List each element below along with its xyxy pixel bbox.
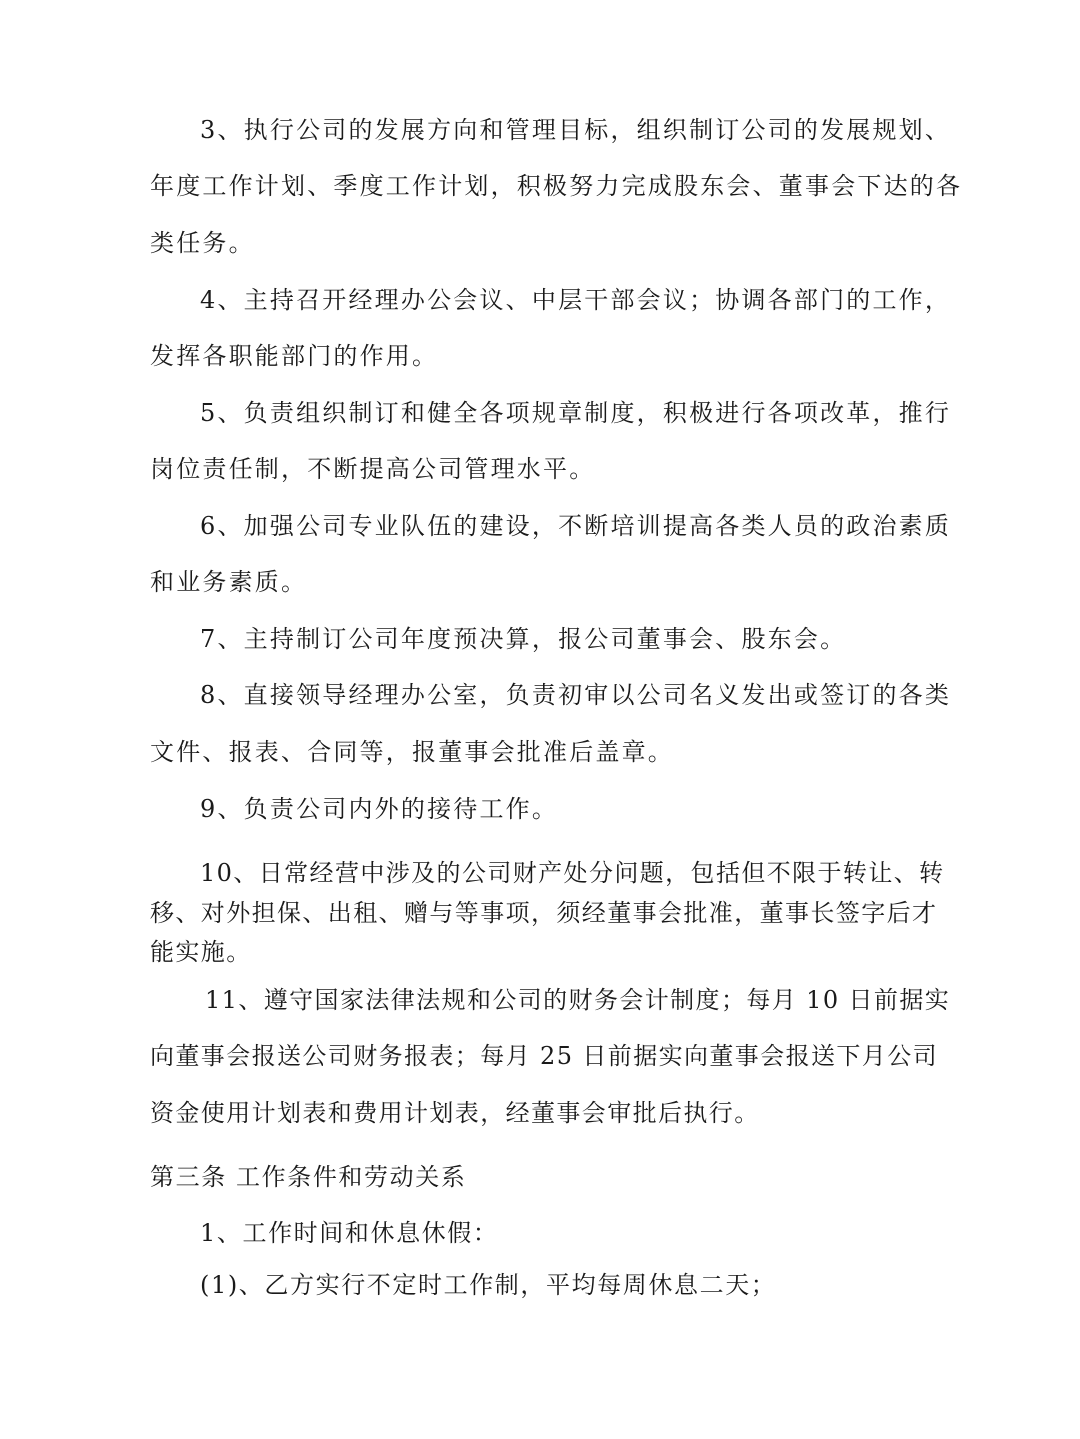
item-6-line-1: 6、加强公司专业队伍的建设，不断培训提高各类人员的政治素质 [200, 512, 952, 540]
sub-item-1-1: (1)、乙方实行不定时工作制，平均每周休息二天； [200, 1271, 777, 1299]
item-7-line-1: 7、主持制订公司年度预决算，报公司董事会、股东会。 [200, 625, 847, 653]
item-10-line-3: 能实施。 [150, 938, 252, 966]
item-10-line-2: 移、对外担保、出租、赠与等事项，须经董事会批准，董事长签字后才 [150, 899, 938, 927]
item-8-line-1: 8、直接领导经理办公室，负责初审以公司名义发出或签订的各类 [200, 681, 952, 709]
section-heading: 第三条 工作条件和劳动关系 [150, 1163, 467, 1191]
item-6-line-2: 和业务素质。 [150, 568, 308, 596]
item-3-line-3: 类任务。 [150, 229, 255, 257]
item-4-line-2: 发挥各职能部门的作用。 [150, 342, 439, 370]
sub-item-1: 1、工作时间和休息休假： [200, 1219, 499, 1247]
item-3-line-1: 3、执行公司的发展方向和管理目标，组织制订公司的发展规划、 [200, 116, 952, 144]
item-11-line-2: 向董事会报送公司财务报表；每月 25 日前据实向董事会报送下月公司 [150, 1042, 938, 1070]
item-11-line-1: 11、遵守国家法律法规和公司的财务会计制度；每月 10 日前据实 [205, 986, 951, 1014]
item-4-line-1: 4、主持召开经理办公会议、中层干部会议；协调各部门的工作， [200, 286, 952, 314]
item-10-line-1: 10、日常经营中涉及的公司财产处分问题，包括但不限于转让、转 [200, 859, 945, 887]
item-3-line-2: 年度工作计划、季度工作计划，积极努力完成股东会、董事会下达的各 [150, 172, 963, 200]
item-8-line-2: 文件、报表、合同等，报董事会批准后盖章。 [150, 738, 674, 766]
item-11-line-3: 资金使用计划表和费用计划表，经董事会审批后执行。 [150, 1099, 760, 1127]
item-5-line-1: 5、负责组织制订和健全各项规章制度，积极进行各项改革，推行 [200, 399, 952, 427]
item-5-line-2: 岗位责任制，不断提高公司管理水平。 [150, 455, 596, 483]
item-9-line-1: 9、负责公司内外的接待工作。 [200, 795, 559, 823]
